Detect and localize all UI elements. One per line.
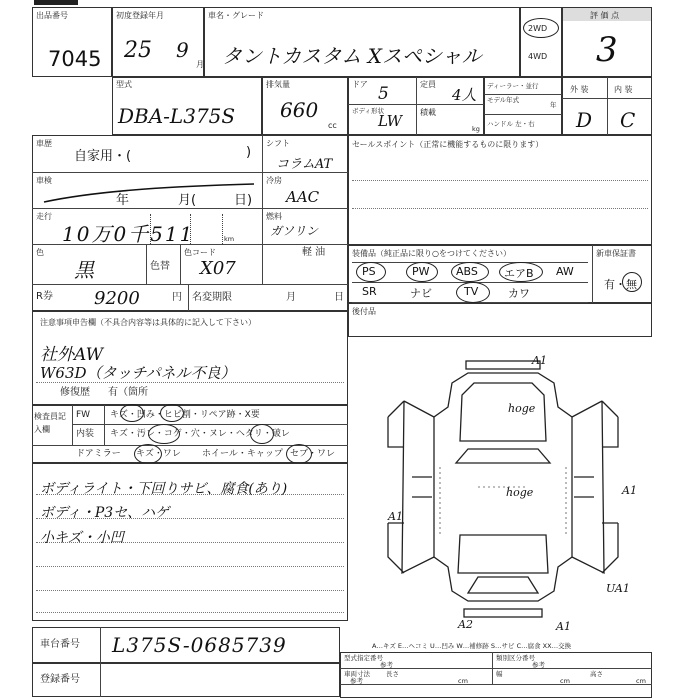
lot-number-label: 出品番号 xyxy=(36,11,68,20)
history-paren-close: ) xyxy=(246,145,252,160)
drive-4wd: 4WD xyxy=(528,52,548,61)
color-code-div xyxy=(180,244,181,284)
lot-number: 7045 xyxy=(48,47,102,71)
inspection-strike-line xyxy=(40,180,260,208)
dealer-divider-2 xyxy=(484,114,562,115)
class-label: 類別区分番号 xyxy=(496,654,535,662)
capacity-label: 定員 xyxy=(420,80,436,89)
load-label: 積載 xyxy=(420,108,436,117)
top-tab-mark xyxy=(34,0,78,5)
fw-items: キズ・凹み・ヒビ割・リペア跡・X要 xyxy=(110,410,260,420)
notes-line-2: W63D（タッチパネル不良） xyxy=(40,364,236,382)
ins-line-4 xyxy=(36,566,344,567)
capacity: 4人 xyxy=(452,86,477,104)
equip-tv: TV xyxy=(464,285,479,298)
mileage-tick-2 xyxy=(190,214,191,244)
model-year-unit: 年 xyxy=(550,101,557,109)
ins-line-5 xyxy=(36,590,344,591)
registration-div xyxy=(100,663,101,697)
vehicle-size-label: 車両寸法 xyxy=(344,670,370,678)
sales-point-cell xyxy=(348,135,652,245)
period-label: 名変期限 xyxy=(192,292,232,303)
aftermarket-label: 後付品 xyxy=(352,307,376,316)
notes-line-1: 社外AW xyxy=(40,345,104,365)
load-unit: kg xyxy=(472,125,480,133)
repair-label: 修復歴 xyxy=(60,387,90,398)
aircon-label: 冷房 xyxy=(266,176,282,185)
recycle-unit: 円 xyxy=(172,292,182,303)
new-warranty-label: 新車保証書 xyxy=(596,249,636,258)
fw-label: FW xyxy=(76,410,91,420)
mileage-tick-1 xyxy=(150,214,151,244)
mileage-tick-3 xyxy=(222,214,223,244)
doors-label: ドア xyxy=(352,80,368,89)
displacement-label: 排気量 xyxy=(266,80,290,89)
row-div-1 xyxy=(32,172,348,173)
interior-items: キズ・汚レ・コゲ・穴・ヌレ・ヘタリ・破レ xyxy=(110,429,290,439)
first-registration-month: 9 xyxy=(176,38,189,62)
mark-rear-right: UA1 xyxy=(606,582,630,595)
equip-pw: PW xyxy=(412,265,430,278)
interior-grade: C xyxy=(620,108,636,132)
new-warranty-value: 有・無 xyxy=(604,278,637,291)
body-shape-label: ボディ形状 xyxy=(352,107,384,115)
col-div-left xyxy=(262,135,263,284)
inspection-day: 日) xyxy=(234,193,253,208)
circle-pw xyxy=(406,262,438,282)
circle-warranty xyxy=(622,272,642,292)
model-year-label: モデル年式 xyxy=(487,96,520,104)
color-code-label: 色コード xyxy=(184,248,216,257)
ins-line-6 xyxy=(36,612,344,613)
model-name: タントカスタム Xスペシャル xyxy=(222,44,482,68)
length-label: 長さ xyxy=(386,670,399,678)
month-unit: 月 xyxy=(196,60,204,69)
registration-label: 登録番号 xyxy=(40,674,80,685)
rating-label: 評 価 点 xyxy=(590,11,620,20)
mark-front-a1: A1 xyxy=(532,354,547,367)
equip-abs: ABS xyxy=(456,265,478,278)
inspection-label: 車検 xyxy=(36,176,52,185)
aircon: AAC xyxy=(286,188,320,206)
color-value: 黒 xyxy=(74,258,94,282)
body-shape: LW xyxy=(378,112,403,130)
shift-label: シフト xyxy=(266,139,290,148)
circle-ps xyxy=(356,262,386,282)
dealer-label: ディーラー・並行 xyxy=(487,82,539,90)
equipment-label: 装備品（純正品に限り○をつけてください） xyxy=(352,249,511,258)
legend-div-2 xyxy=(340,684,652,685)
sales-line-1 xyxy=(352,180,648,181)
mirror-items: キズ・ワレ xyxy=(136,449,181,459)
repair-value: 有（箇所 xyxy=(108,387,148,398)
sales-line-2 xyxy=(352,208,648,209)
mileage-value: 10万0千511 xyxy=(62,222,195,246)
history-label: 車歴 xyxy=(36,139,52,148)
model-code: DBA-L375S xyxy=(118,104,236,128)
equip-ps: PS xyxy=(362,265,376,278)
color-div xyxy=(146,244,147,284)
notes-header: 注意事項申告欄（不具合内容等は具体的に記入して下さい） xyxy=(40,318,256,327)
inspector-note-2: ボディ・P3セ、ハゲ xyxy=(40,505,170,521)
checklist-vdiv xyxy=(72,405,73,445)
circle-mirror xyxy=(134,444,162,464)
row-div-2 xyxy=(32,208,348,209)
color-change-label: 色替 xyxy=(150,261,170,272)
fuel: ガソリン xyxy=(270,224,319,238)
shift: コラムAT xyxy=(276,157,333,172)
displacement-unit: cc xyxy=(328,121,337,130)
interior-check-label: 内装 xyxy=(76,429,95,439)
glass-label: セブ・ワレ xyxy=(290,449,336,459)
body-note: hoge xyxy=(506,486,534,499)
fuel-label: 燃料 xyxy=(266,212,282,221)
rating-score: 3 xyxy=(596,30,618,70)
inspector-note-1: ボディライト・下回りサビ、腐食(あり) xyxy=(40,481,288,497)
mark-right-a1: A1 xyxy=(622,484,637,497)
recycle-div xyxy=(188,284,189,311)
width-label: 幅 xyxy=(496,670,503,678)
doors-vdivider xyxy=(416,77,417,135)
legend-vdiv xyxy=(492,652,493,684)
model-name-label: 車名・グレード xyxy=(208,11,264,20)
color-code: X07 xyxy=(200,258,236,279)
size-ref: 参考 xyxy=(350,677,363,685)
period-day: 日 xyxy=(334,292,344,303)
first-registration-year: 25 xyxy=(124,38,152,63)
exterior-label: 外 装 xyxy=(570,85,589,94)
drive-2wd: 2WD xyxy=(528,24,548,33)
diesel: 軽 油 xyxy=(302,247,326,258)
height-cm: cm xyxy=(636,677,646,685)
mark-left-a1: A1 xyxy=(388,510,403,523)
equip-leather: カワ xyxy=(508,287,530,300)
notes-dots xyxy=(36,382,344,383)
checklist-div-1 xyxy=(72,424,348,425)
height-label: 高さ xyxy=(590,670,603,678)
inspector-label: 検査員記入欄 xyxy=(34,412,66,434)
mark-rear-a2: A2 xyxy=(458,618,473,631)
first-registration-label: 初度登録年月 xyxy=(116,11,164,20)
checklist-vdiv-2 xyxy=(104,405,105,445)
sales-point-label: セールスポイント（正常に機能するものに限ります） xyxy=(352,140,544,149)
chassis-number: L375S-0685739 xyxy=(112,633,287,657)
mark-rear-a1: A1 xyxy=(556,620,571,633)
chassis-label: 車台番号 xyxy=(40,639,80,650)
recycle-value: 9200 xyxy=(94,288,140,309)
interior-label: 内 装 xyxy=(614,85,633,94)
legend-line: A…キズ E…ヘコミ U…凹み W…補修跡 S…サビ C…腐食 XX…交換 xyxy=(372,642,572,650)
circle-int-2 xyxy=(250,424,274,444)
circle-tv xyxy=(456,282,490,303)
roof-note: hoge xyxy=(508,402,536,415)
circle-fw-1 xyxy=(120,404,144,422)
history-value: 自家用・( xyxy=(74,149,132,164)
equipment-warranty-div xyxy=(592,245,593,303)
row-div-4 xyxy=(32,284,348,285)
circle-fw-2 xyxy=(160,404,184,422)
color-label: 色 xyxy=(36,248,44,257)
model-code-label: 型式 xyxy=(116,80,132,89)
width-cm: cm xyxy=(560,677,570,685)
circle-glass xyxy=(286,444,312,464)
doors: 5 xyxy=(378,84,389,104)
wheelcap-label: ホイール・キャップ xyxy=(202,449,283,459)
exterior-grade: D xyxy=(576,108,593,132)
dealer-divider-1 xyxy=(484,94,562,95)
inspection-year: 年 xyxy=(116,193,130,208)
type-label: 型式指定番号 xyxy=(344,654,383,662)
ext-int-vdivider xyxy=(607,77,608,135)
displacement: 660 xyxy=(280,98,319,122)
circle-abs xyxy=(451,262,489,282)
recycle-label: R券 xyxy=(36,291,53,302)
circle-int-1 xyxy=(148,424,180,444)
aftermarket-cell xyxy=(348,303,652,337)
class-ref: 参考 xyxy=(532,661,545,669)
equip-aw: AW xyxy=(556,265,574,278)
chassis-div xyxy=(100,627,101,663)
handle-label: ハンドル 左・右 xyxy=(487,120,535,128)
inspection-month: 月( xyxy=(178,193,197,208)
equip-navi: ナビ xyxy=(410,287,432,300)
type-ref: 参考 xyxy=(380,661,393,669)
equip-airbag: エアB xyxy=(504,267,534,280)
period-month: 月 xyxy=(286,292,296,303)
circle-airbag xyxy=(499,262,543,282)
mileage-unit: km xyxy=(224,235,235,243)
mileage-label: 走行 xyxy=(36,212,52,221)
equip-sr: SR xyxy=(362,285,377,298)
inspector-note-3: 小キズ・小凹 xyxy=(40,530,124,546)
length-cm: cm xyxy=(458,677,468,685)
mirror-label: ドアミラー xyxy=(76,449,121,459)
